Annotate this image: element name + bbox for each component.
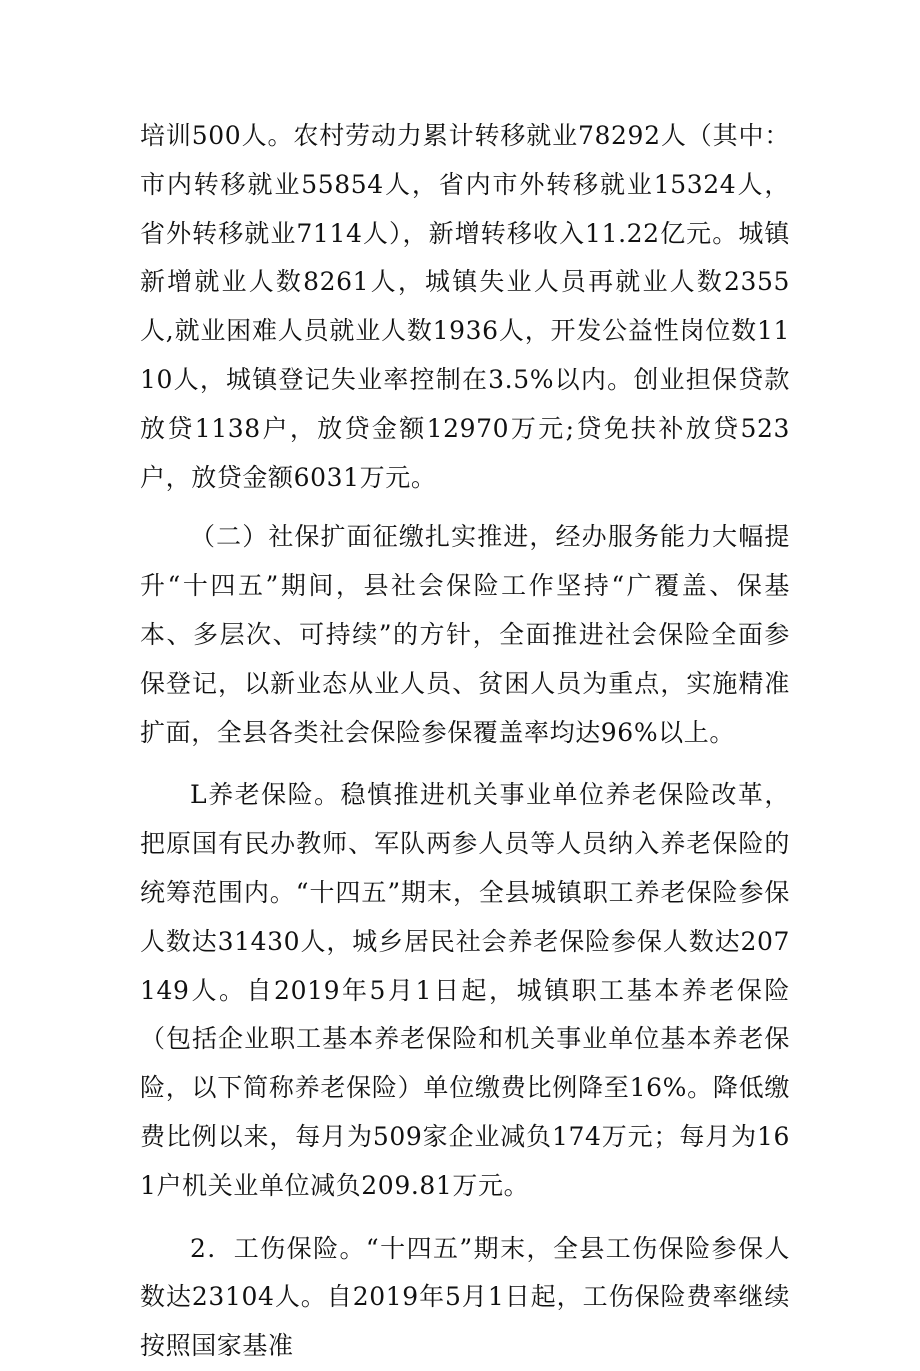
paragraph-employment-stats: 培训500人。农村劳动力累计转移就业78292人（其中：市内转移就业55854人，省内市外转移就业15324人，省外转移就业7114人），新增转移收入11.22亿元。城镇新增就业人数8261人，城镇失业人员再就业人数2355人,就业困难人员就业人数1936人，开发公益性岗位数1110人，城镇登记失业率控制在3.5%以内。创业担保贷款放贷1138户，放贷金额12970万元;贷免扶补放贷523户，放贷金额6031万元。 bbox=[140, 121, 790, 492]
paragraph-social-insurance-expansion: （二）社保扩面征缴扎实推进，经办服务能力大幅提升“十四五”期间，县社会保险工作坚持“广覆盖、保基本、多层次、可持续”的方针，全面推进社会保险全面参保登记，以新业态从业人员、贫困人员为重点，实施精准扩面，全县各类社会保险参保覆盖率均达96%以上。 bbox=[140, 522, 790, 747]
paragraph-pension-insurance: L养老保险。稳慎推进机关事业单位养老保险改革，把原国有民办教师、军队两参人员等人员纳入养老保险的统筹范围内。“十四五”期末，全县城镇职工养老保险参保人数达31430人，城乡居民社会养老保险参保人数达207149人。自2019年5月1日起，城镇职工基本养老保险（包括企业职工基本养老保险和机关事业单位基本养老保险，以下简称养老保险）单位缴费比例降至16%。降低缴费比例以来，每月为509家企业减负174万元；每月为161户机关业单位减负209.81万元。 bbox=[140, 780, 790, 1200]
document-body bbox=[140, 112, 790, 1371]
paragraph-work-injury-insurance: 2．工伤保险。“十四五”期末，全县工伤保险参保人数达23104人。自2019年5月1日起，工伤保险费率继续按照国家基准 bbox=[140, 1233, 790, 1361]
